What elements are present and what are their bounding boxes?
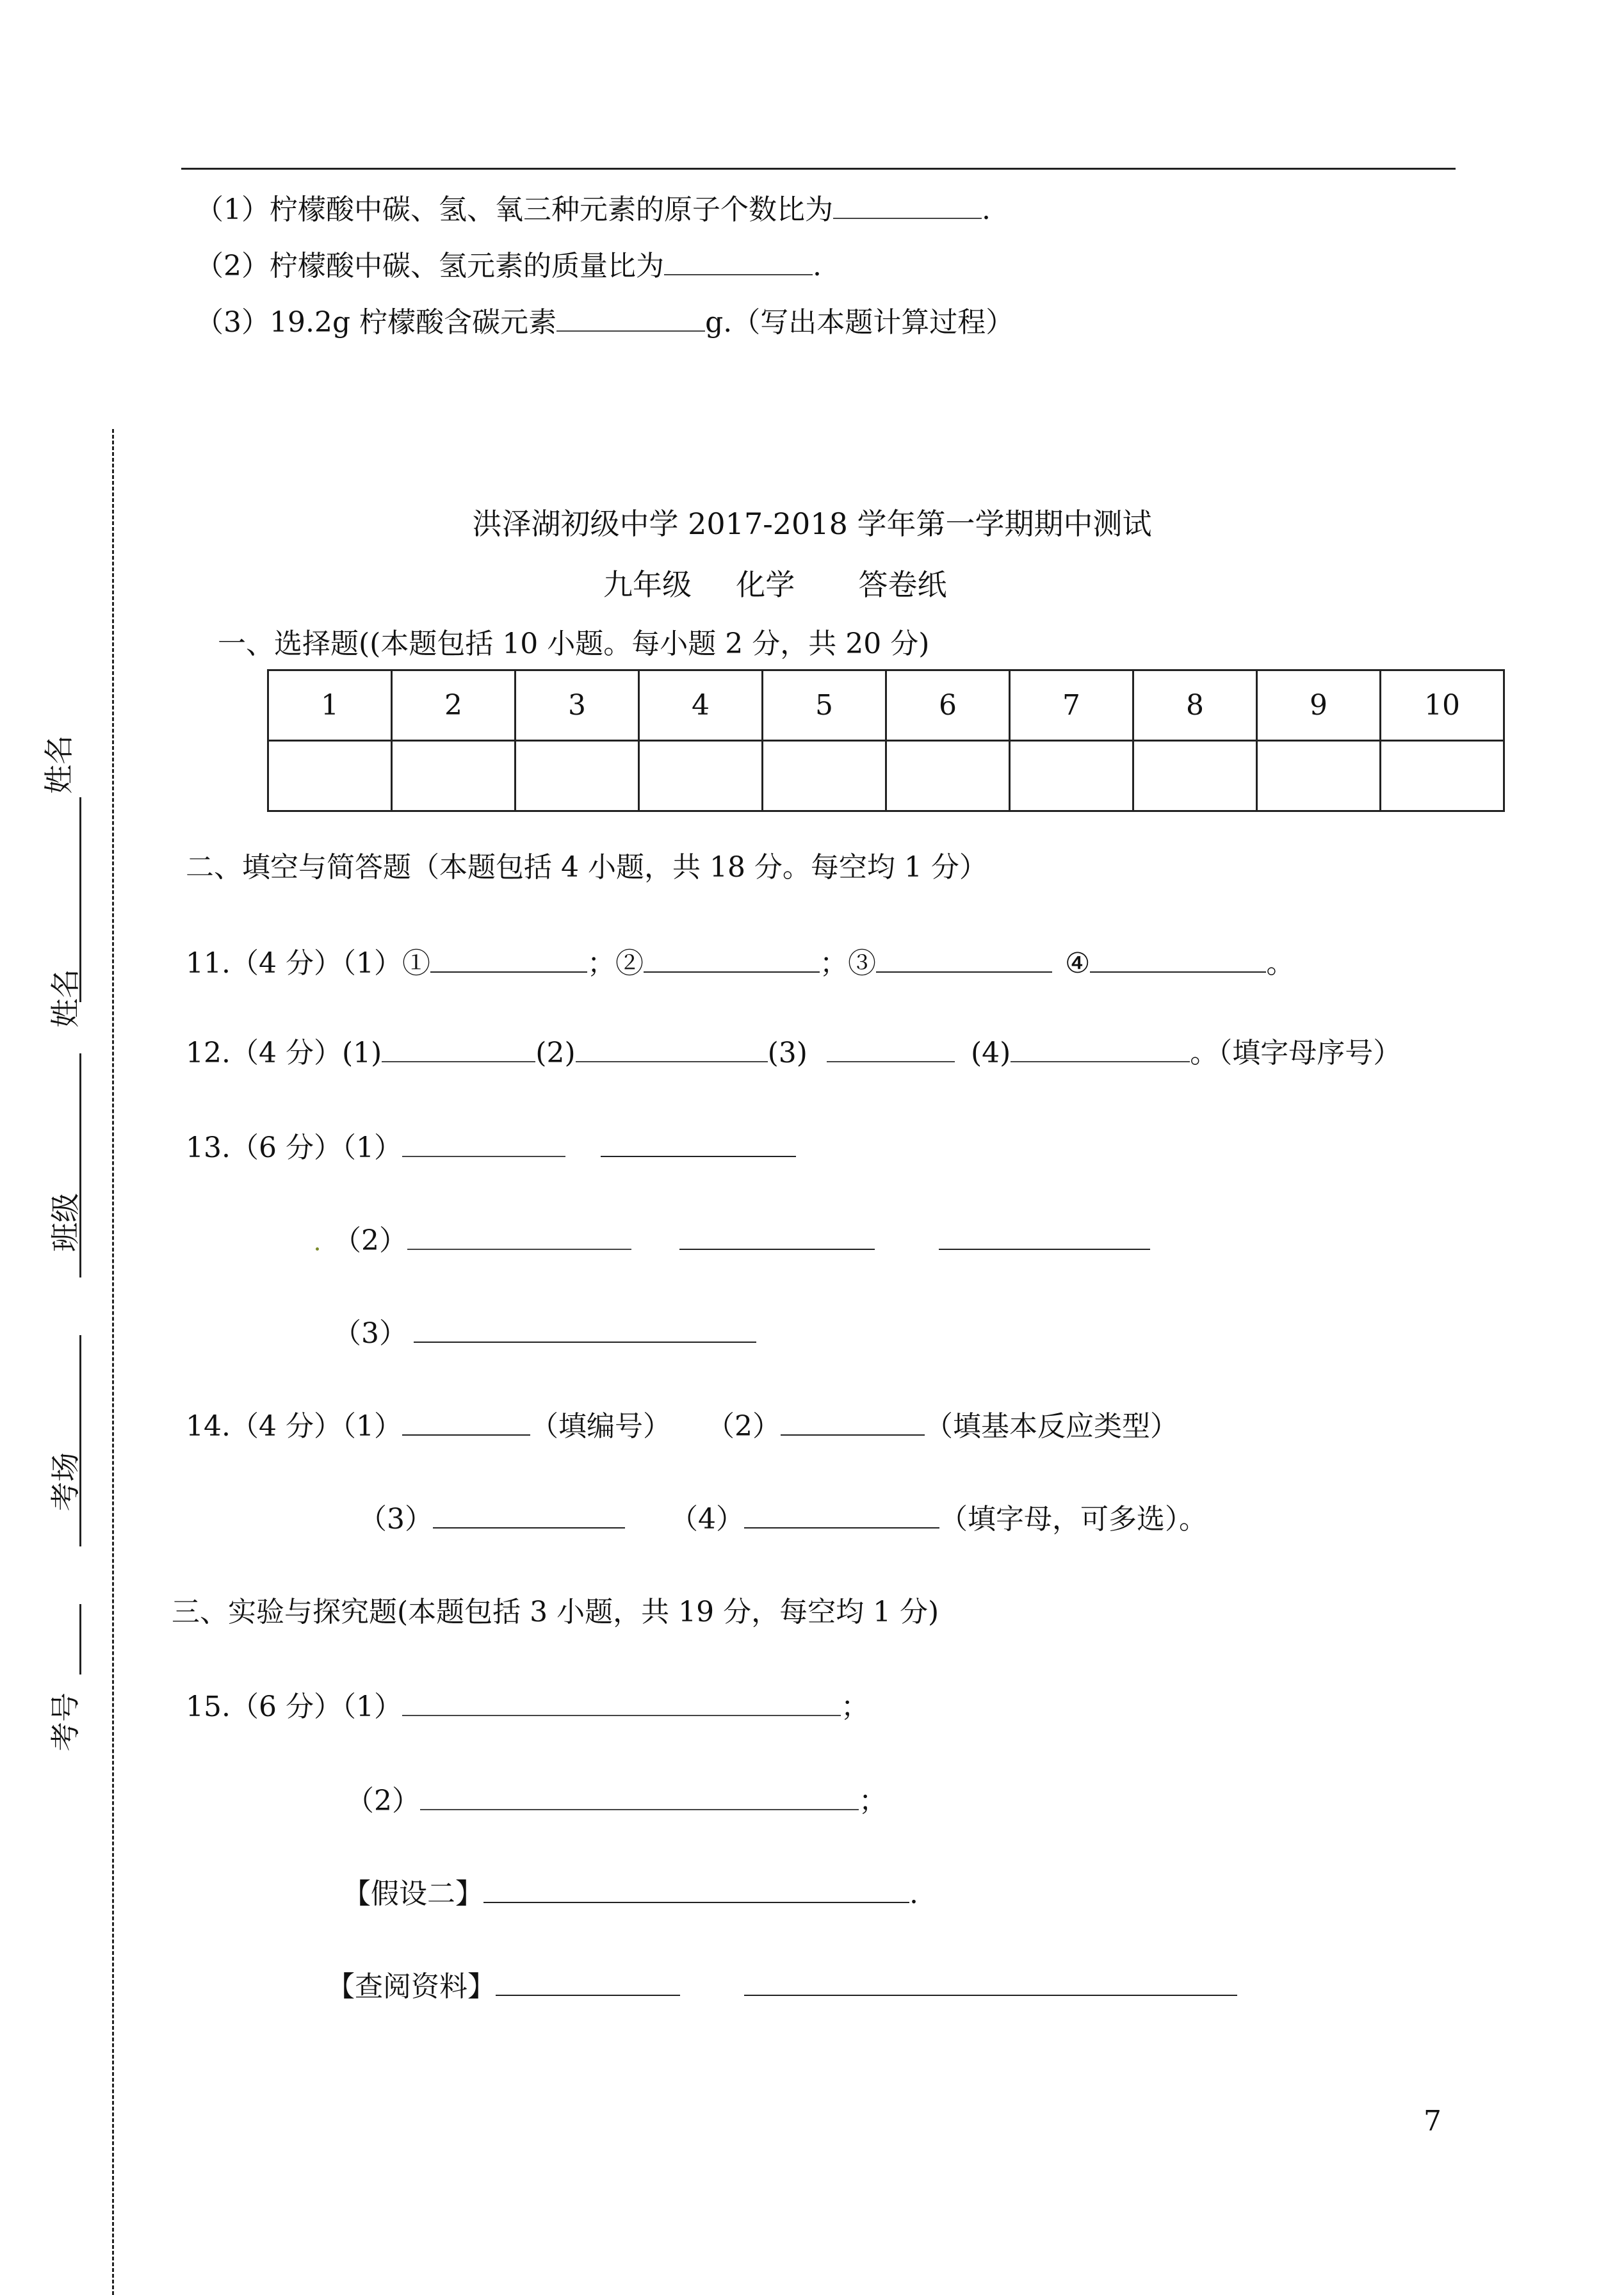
section3-heading — [172, 1594, 939, 1630]
answer-blank[interactable] — [1090, 947, 1266, 973]
q11-label: 11.（4 分）（1）① — [186, 947, 430, 980]
side-class-text: 班级 — [48, 1193, 83, 1252]
references-label: 【查阅资料】 — [327, 1970, 496, 2003]
answer-blank[interactable] — [433, 1503, 625, 1529]
side-number-text: 考号 — [48, 1692, 83, 1751]
col-header: 3 — [516, 670, 639, 741]
col-header: 10 — [1381, 670, 1504, 741]
question-11 — [186, 946, 1294, 982]
question-14-part34 — [359, 1502, 1207, 1537]
answer-blank[interactable] — [744, 1970, 1237, 1996]
side-number-label-wrap — [42, 1692, 85, 1751]
side-line-number[interactable] — [79, 1604, 81, 1675]
section2-heading-text: 二、填空与简答题（本题包括 4 小题，共 18 分。每空均 1 分） — [186, 851, 987, 884]
q13-label: 13.（6 分）（1） — [186, 1131, 402, 1164]
answer-blank[interactable] — [382, 1037, 535, 1062]
answer-cell[interactable] — [639, 741, 763, 811]
q14-note: （填编号） — [530, 1410, 671, 1443]
q15-end: ； — [859, 1785, 887, 1817]
side-name-text: 姓名 — [48, 969, 83, 1028]
stray-dot — [316, 1247, 319, 1251]
answer-blank[interactable] — [496, 1970, 680, 1996]
subtitle-subject: 化学 — [736, 567, 795, 602]
question-15 — [186, 1689, 869, 1725]
q13-p2-label: （2） — [333, 1224, 407, 1257]
answer-blank[interactable] — [420, 1785, 859, 1810]
answer-blank[interactable] — [744, 1503, 939, 1529]
q11-end: 。 — [1266, 947, 1295, 980]
q11-sep: ；③ — [819, 947, 876, 980]
answer-cell[interactable] — [1133, 741, 1257, 811]
question-15-part2 — [346, 1783, 887, 1819]
answer-blank[interactable] — [781, 1410, 925, 1436]
col-header: 4 — [639, 670, 763, 741]
side-name-field — [36, 735, 78, 794]
question-12 — [186, 1035, 1401, 1071]
col-header: 5 — [763, 670, 886, 741]
top-question-1 — [195, 192, 991, 228]
answer-cell[interactable] — [1010, 741, 1133, 811]
col-header: 9 — [1257, 670, 1381, 741]
q15-p2-label: （2） — [346, 1785, 420, 1817]
q12-sep: (2) — [535, 1037, 576, 1069]
answer-blank[interactable] — [430, 947, 587, 973]
top-question-3-text: （3）19.2g 柠檬酸含碳元素 — [195, 306, 557, 339]
answer-blank[interactable] — [402, 1410, 530, 1436]
answer-cell[interactable] — [1257, 741, 1381, 811]
col-header: 7 — [1010, 670, 1133, 741]
q11-sep: ④ — [1064, 947, 1091, 980]
answer-blank[interactable] — [939, 1224, 1150, 1250]
col-header: 1 — [268, 670, 392, 741]
question-13-part2 — [333, 1223, 1150, 1259]
answer-cell[interactable] — [392, 741, 516, 811]
top-question-2 — [195, 248, 822, 284]
answer-blank[interactable] — [576, 1037, 768, 1062]
top-question-1-text: （1）柠檬酸中碳、氢、氧三种元素的原子个数比为 — [195, 193, 833, 226]
section1-heading-text: 一、选择题((本题包括 10 小题。每小题 2 分，共 20 分) — [218, 628, 930, 660]
col-header: 6 — [886, 670, 1010, 741]
q11-sep: ；② — [587, 947, 644, 980]
answer-blank[interactable] — [414, 1317, 756, 1343]
answer-blank[interactable] — [402, 1131, 565, 1157]
q15-end: ； — [840, 1691, 869, 1723]
subtitle-paper: 答卷纸 — [858, 567, 947, 602]
page-number-text: 7 — [1424, 2105, 1441, 2137]
period: . — [982, 193, 991, 226]
q13-p3-label: （3） — [333, 1317, 407, 1350]
answer-blank[interactable] — [876, 947, 1052, 973]
side-room-text: 考场 — [48, 1452, 83, 1511]
choice-answer-row — [268, 741, 1504, 811]
question-15-hypothesis — [343, 1876, 918, 1912]
answer-blank[interactable] — [833, 193, 982, 219]
q14-p2-label: （2） — [706, 1410, 781, 1443]
page-title — [0, 506, 1624, 542]
answer-blank[interactable] — [827, 1037, 955, 1062]
answer-blank[interactable] — [556, 306, 705, 332]
page-subtitle — [603, 567, 947, 603]
answer-cell[interactable] — [1381, 741, 1504, 811]
answer-cell[interactable] — [886, 741, 1010, 811]
question-13 — [186, 1130, 796, 1166]
page-number — [1424, 2104, 1441, 2139]
period: . — [813, 250, 822, 282]
answer-blank[interactable] — [407, 1224, 631, 1250]
binding-dashed-line — [112, 429, 114, 2295]
answer-blank[interactable] — [679, 1224, 875, 1250]
answer-cell[interactable] — [516, 741, 639, 811]
answer-blank[interactable] — [402, 1691, 841, 1716]
q14-note: （填字母，可多选）。 — [939, 1503, 1207, 1536]
side-name-label-wrap — [42, 969, 85, 1028]
question-13-part3 — [333, 1316, 756, 1352]
q14-p4-label: （4） — [670, 1503, 744, 1536]
subtitle-grade: 九年级 — [603, 567, 692, 602]
page-title-text: 洪泽湖初级中学 2017-2018 学年第一学期期中测试 — [472, 507, 1152, 541]
side-line-room[interactable] — [79, 1335, 81, 1546]
choice-answer-table — [267, 669, 1505, 812]
section2-heading — [186, 850, 987, 886]
answer-blank[interactable] — [601, 1131, 796, 1157]
choice-header-row — [268, 670, 1504, 741]
q12-sep: (4) — [970, 1037, 1011, 1069]
answer-blank[interactable] — [664, 250, 813, 275]
side-room-label-wrap — [42, 1452, 85, 1511]
top-question-3 — [195, 305, 1014, 341]
question-15-references — [327, 1969, 1237, 2005]
hypothesis-label: 【假设二】 — [343, 1877, 483, 1910]
top-question-3-tail: g.（写出本题计算过程） — [705, 306, 1014, 339]
q12-sep: (3) — [767, 1037, 808, 1069]
question-14 — [186, 1409, 1178, 1445]
q12-end: 。（填字母序号） — [1190, 1037, 1402, 1069]
top-rule — [181, 168, 1456, 170]
col-header: 8 — [1133, 670, 1257, 741]
answer-cell[interactable] — [763, 741, 886, 811]
top-question-2-text: （2）柠檬酸中碳、氢元素的质量比为 — [195, 250, 664, 282]
period: . — [909, 1877, 918, 1910]
section1-heading — [218, 626, 929, 662]
section3-heading-text: 三、实验与探究题(本题包括 3 小题，共 19 分，每空均 1 分) — [172, 1596, 939, 1628]
q14-p3-label: （3） — [359, 1503, 433, 1536]
q14-note: （填基本反应类型） — [924, 1410, 1178, 1443]
side-class-label-wrap — [42, 1193, 85, 1252]
col-header: 2 — [392, 670, 516, 741]
side-name-label: 姓名 — [42, 735, 76, 794]
answer-cell[interactable] — [268, 741, 392, 811]
answer-blank[interactable] — [483, 1877, 909, 1903]
q12-label: 12.（4 分）(1) — [186, 1037, 382, 1069]
q14-label: 14.（4 分）（1） — [186, 1410, 402, 1443]
q15-label: 15.（6 分）（1） — [186, 1691, 402, 1723]
answer-blank[interactable] — [644, 947, 820, 973]
answer-blank[interactable] — [1011, 1037, 1190, 1062]
